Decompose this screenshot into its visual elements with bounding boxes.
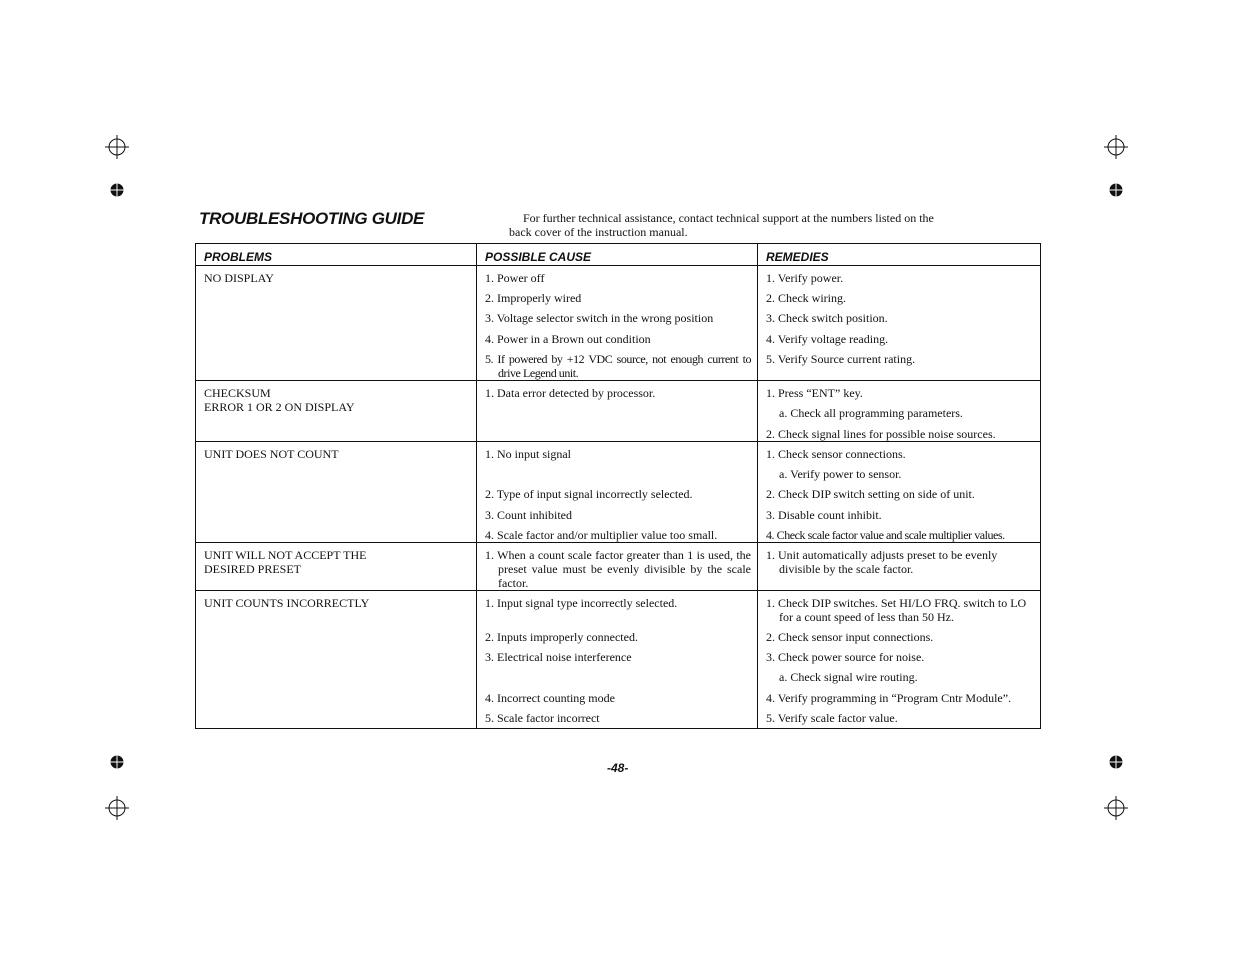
registration-mark-icon — [105, 796, 129, 820]
remedy-item: a. Check all programming parameters. — [779, 406, 963, 420]
remedy-item: 3. Disable count inhibit. — [766, 508, 882, 522]
table-row — [196, 543, 1040, 591]
problem-cell — [196, 266, 477, 380]
remedy-item: 5. Verify Source current rating. — [766, 352, 916, 366]
remedy-item: a. Check signal wire routing. — [779, 670, 918, 684]
remedy-item: 2. Check wiring. — [766, 291, 846, 305]
cause-item: 2. Type of input signal incorrectly selected. — [485, 487, 693, 501]
problem-cell — [196, 442, 477, 542]
cause-item: 3. Electrical noise interference — [485, 650, 632, 664]
remedy-item: 1. Check sensor connections. — [766, 447, 906, 461]
header-remedies: REMEDIES — [766, 250, 829, 264]
registration-mark-icon — [1104, 796, 1128, 820]
cause-item: 3. Voltage selector switch in the wrong position — [485, 311, 714, 325]
remedy-item: 1. Verify power. — [766, 271, 844, 285]
remedy-cell — [758, 442, 1040, 542]
page-number: -48- — [607, 761, 629, 775]
problem-cell — [196, 543, 477, 590]
remedy-item: 2. Check sensor input connections. — [766, 630, 934, 644]
remedy-item: 3. Check power source for noise. — [766, 650, 925, 664]
registration-mark-icon — [1104, 135, 1128, 159]
cause-item: 2. Improperly wired — [485, 291, 582, 305]
remedy-item: 2. Check signal lines for possible noise sources. — [766, 427, 996, 441]
cause-item: 4. Scale factor and/or multiplier value too small. — [485, 528, 718, 542]
remedy-item: a. Verify power to sensor. — [779, 467, 902, 481]
cause-item: 1. Power off — [485, 271, 545, 285]
problem-cell — [196, 381, 477, 441]
remedy-item: 1. Unit automatically adjusts preset to be evenly divisible by the scale factor. — [766, 548, 998, 576]
table-row — [196, 266, 1040, 381]
remedy-item: 2. Check DIP switch setting on side of unit. — [766, 487, 975, 501]
cause-item: 1. No input signal — [485, 447, 571, 461]
remedy-cell — [758, 543, 1040, 590]
troubleshooting-table — [195, 243, 1041, 729]
cause-item: 1. When a count scale factor greater than 1 is used, the preset value must be evenly divisible by the scale factor. — [485, 548, 751, 590]
registration-dot-icon — [1109, 755, 1123, 769]
table-row — [196, 442, 1040, 543]
cause-cell — [477, 442, 758, 542]
registration-dot-icon — [110, 755, 124, 769]
problem-cell — [196, 591, 477, 728]
cause-item: 1. Data error detected by processor. — [485, 386, 656, 400]
remedy-item: 4. Verify voltage reading. — [766, 332, 889, 346]
table-row — [196, 591, 1040, 728]
remedy-cell — [758, 266, 1040, 380]
problem-text: UNIT WILL NOT ACCEPT THE — [204, 548, 367, 562]
cause-cell — [477, 543, 758, 590]
intro-text: For further technical assistance, contact technical support at the numbers listed on the back cover of the instruction manual. — [509, 211, 934, 239]
registration-dot-icon — [110, 183, 124, 197]
remedy-item: 4. Check scale factor value and scale multiplier values. — [766, 528, 1005, 542]
problem-text: DESIRED PRESET — [204, 562, 302, 576]
remedy-cell — [758, 591, 1040, 728]
remedy-item: 1. Check DIP switches. Set HI/LO FRQ. switch to LO for a count speed of less than 50 Hz. — [766, 596, 1027, 624]
cause-item: 4. Power in a Brown out condition — [485, 332, 651, 346]
cause-item: 1. Input signal type incorrectly selected. — [485, 596, 678, 610]
registration-dot-icon — [1109, 183, 1123, 197]
problem-text: UNIT DOES NOT COUNT — [204, 447, 339, 461]
cause-item: 2. Inputs improperly connected. — [485, 630, 638, 644]
problem-text: CHECKSUM — [204, 386, 271, 400]
remedy-item: 1. Press “ENT” key. — [766, 386, 863, 400]
cause-cell — [477, 266, 758, 380]
header-problems: PROBLEMS — [196, 244, 477, 265]
header-possible-cause: POSSIBLE CAUSE — [477, 244, 758, 265]
table-header — [196, 244, 1040, 266]
cause-item: 5. Scale factor incorrect — [485, 711, 600, 725]
remedy-item: 3. Check switch position. — [766, 311, 888, 325]
registration-mark-icon — [105, 135, 129, 159]
problem-text: UNIT COUNTS INCORRECTLY — [204, 596, 370, 610]
remedy-cell — [758, 381, 1040, 441]
problem-text: NO DISPLAY — [204, 271, 274, 285]
cause-item: 5. If powered by +12 VDC source, not enough current to drive Legend unit. — [485, 352, 751, 380]
cause-item: 4. Incorrect counting mode — [485, 691, 615, 705]
cause-cell — [477, 381, 758, 441]
table-row — [196, 381, 1040, 442]
remedy-item: 4. Verify programming in “Program Cntr Module”. — [766, 691, 1012, 705]
problem-text: ERROR 1 OR 2 ON DISPLAY — [204, 400, 355, 414]
page-title: TROUBLESHOOTING GUIDE — [199, 209, 425, 228]
cause-cell — [477, 591, 758, 728]
remedy-item: 5. Verify scale factor value. — [766, 711, 898, 725]
cause-item: 3. Count inhibited — [485, 508, 572, 522]
